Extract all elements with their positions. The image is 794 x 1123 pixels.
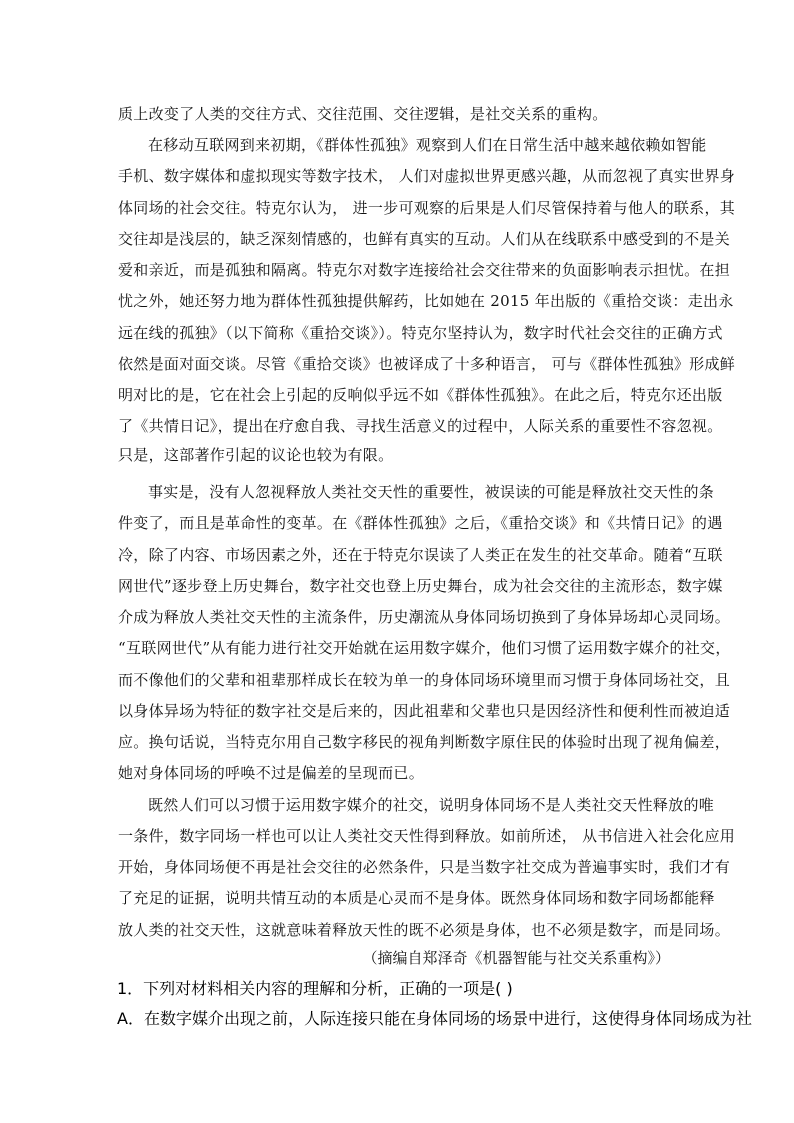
passage-line: 冷，除了内容、市场因素之外，还在于特克尔误读了人类正在发生的社交革命。随着“互联 <box>118 546 723 564</box>
passage-line: 在移动互联网到来初期，《群体性孤独》观察到人们在日常生活中越来越依赖如智能 <box>148 136 707 154</box>
passage-line: 她对身体同场的呼唤不过是偏差的呈现而已。 <box>118 764 425 782</box>
passage-line: 开始，身体同场便不再是社会交往的必然条件，只是当数字社交成为普遍事实时，我们才有 <box>118 858 731 876</box>
question-stem: 1．下列对材料相关内容的理解和分析，正确的一项是( ) <box>117 979 513 998</box>
passage-line: 放人类的社交天性，这就意味着释放天性的既不必须是身体，也不必须是数字，而是同场。 <box>118 921 731 939</box>
passage-line: 只是，这部著作引起的议论也较为有限。 <box>118 446 394 464</box>
passage-line: 爱和亲近，而是孤独和隔离。特克尔对数字连接给社会交往带来的负面影响表示担忧。在担 <box>118 261 731 279</box>
passage-line: 明对比的是，它在社会上引起的反响似乎远不如《群体性孤独》。在此之后，特克尔还出版 <box>118 386 723 404</box>
passage-line: 以身体异场为特征的数字社交是后来的，因此祖辈和父辈也只是因经济性和便利性而被迫适 <box>118 702 731 720</box>
passage-line: 忧之外，她还努力地为群体性孤独提供解药，比如她在 2015 年出版的《重拾交谈：走出永 <box>118 292 734 310</box>
passage-line: 远在线的孤独》（以下简称《重拾交谈》）。特克尔坚持认为，数字时代社会交往的正确方式 <box>118 324 723 342</box>
passage-line: 既然人们可以习惯于运用数字媒介的社交，说明身体同场不是人类社交天性释放的唯 <box>148 796 715 814</box>
passage-line: 件变了，而且是革命性的变革。在《群体性孤独》之后，《重拾交谈》和《共情日记》的遇 <box>118 514 723 532</box>
passage-line: 依然是面对面交谈。尽管《重拾交谈》也被译成了十多种语言， 可与《群体性孤独》形成鲜 <box>118 355 736 373</box>
passage-line: 体同场的社会交往。特克尔认为， 进一步可观察的后果是人们尽管保持着与他人的联系，其 <box>118 199 736 217</box>
passage-line: “互联网世代”从有能力进行社交开始就在运用数字媒介，他们习惯了运用数字媒介的社交， <box>118 639 731 657</box>
passage-line: 交往却是浅层的，缺乏深刻情感的，也鲜有真实的互动。人们从在线联系中感受到的不是关 <box>118 230 731 248</box>
passage-line: 应。换句话说，当特克尔用自己数字移民的视角判断数字原住民的体验时出现了视角偏差， <box>118 733 731 751</box>
passage-line: 而不像他们的父辈和祖辈那样成长在较为单一的身体同场环境里而习惯于身体同场社交，且 <box>118 671 731 689</box>
passage-line: 质上改变了人类的交往方式、交往范围、交往逻辑，是社交关系的重构。 <box>118 105 608 123</box>
passage-line: 事实是，没有人忽视释放人类社交天性的重要性，被误读的可能是释放社交天性的条 <box>148 483 715 501</box>
passage-source: （摘编自郑泽奇《机器智能与社交关系重构》） <box>362 949 670 967</box>
passage-line: 了《共情日记》，提出在疗愈自我、寻找生活意义的过程中，人际关系的重要性不容忽视。 <box>118 417 723 435</box>
passage-line: 一条件，数字同场一样也可以让人类社交天性得到释放。如前所述， 从书信进入社会化应用 <box>118 827 736 845</box>
passage-line: 网世代”逐步登上历史舞台，数字社交也登上历史舞台，成为社会交往的主流形态，数字媒 <box>118 577 723 595</box>
passage-line: 手机、数字媒体和虚拟现实等数字技术， 人们对虚拟世界更感兴趣，从而忽视了真实世界身 <box>118 167 736 185</box>
passage-line: 了充足的证据，说明共情互动的本质是心灵而不是身体。既然身体同场和数字同场都能释 <box>118 889 715 907</box>
passage-line: 介成为释放人类社交天性的主流条件，历史潮流从身体同场切换到了身体异场却心灵同场。 <box>118 608 731 626</box>
option-a: A．在数字媒介出现之前，人际连接只能在身体同场的场景中进行，这使得身体同场成为社 <box>117 1009 752 1028</box>
